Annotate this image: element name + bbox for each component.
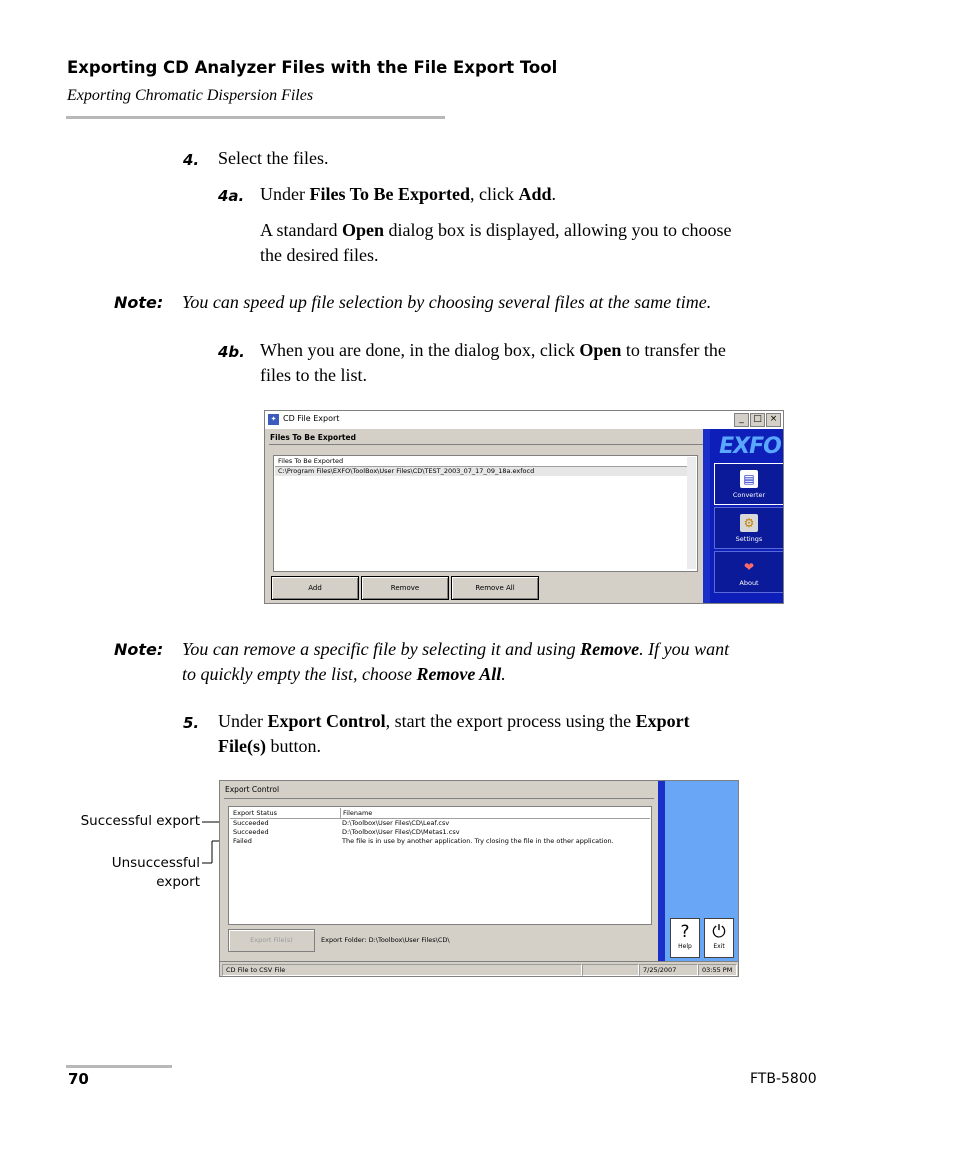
step-4a-text: Under Files To Be Exported, click Add. [260,184,557,204]
help-button[interactable]: ? Help [670,918,700,958]
remove-button[interactable]: Remove [361,576,449,600]
help-icon: ? [680,922,690,942]
export-results-list[interactable] [228,806,652,925]
exfo-logo: EXFO [719,434,781,459]
callout-unsuccessful: Unsuccessful export [111,855,200,890]
files-section-label: Files To Be Exported [270,433,356,442]
exit-button[interactable]: ⏻ Exit [704,918,734,958]
header-rule [66,116,445,119]
step-4a-number: 4a. [218,187,245,205]
note-2-text: You can remove a specific file by selecting it and using Remove. If you want to quickly empty the list, choose Remove All. [182,639,730,684]
minimize-button[interactable]: _ [734,413,749,427]
book-icon: ❤ [743,560,755,574]
side-panel-bar [658,781,665,961]
table-row[interactable]: Failed The file is in use by another application. Try closing the file in the other application. [233,837,614,845]
section-divider [224,798,654,799]
callout-successful: Successful export [80,813,200,829]
close-button[interactable]: × [766,413,781,427]
export-control-label: Export Control [225,785,280,794]
list-item[interactable]: C:\Program Files\EXFO\ToolBox\User Files\CD\TEST_2003_07_17_09_18a.exfocd [275,467,688,476]
section-title: Exporting CD Analyzer Files with the File Export Tool [67,58,558,77]
table-row[interactable]: Succeeded D:\Toolbox\User Files\CD\Leaf.csv [233,819,450,827]
window-title: CD File Export [283,414,340,423]
export-folder-label: Export Folder: D:\Toolbox\User Files\CD\ [321,936,450,944]
cd-file-export-window [264,410,784,604]
step-4b-number: 4b. [218,343,245,361]
converter-button[interactable]: ▤ Converter [714,463,784,505]
settings-button[interactable]: ⚙ Settings [714,507,784,549]
window-titlebar [265,411,783,429]
column-filename[interactable]: Filename [340,808,372,818]
status-time: 03:55 PM [698,964,737,976]
step-4-text: Select the files. [218,148,329,168]
section-subtitle: Exporting Chromatic Dispersion Files [67,87,314,104]
add-button[interactable]: Add [271,576,359,600]
status-date: 7/25/2007 [639,964,698,976]
status-empty [582,964,639,976]
table-row[interactable]: Succeeded D:\Toolbox\User Files\CD\Metas1.csv [233,828,460,836]
step-5-number: 5. [183,714,200,732]
status-bar [220,961,738,977]
scrollbar[interactable] [687,457,696,569]
note-1-label: Note: [114,293,164,312]
footer-rule [66,1065,172,1068]
export-list-header [230,808,650,819]
export-files-button[interactable]: Export File(s) [228,929,315,952]
gear-icon: ⚙ [740,514,758,532]
maximize-button[interactable]: □ [750,413,765,427]
side-panel [703,429,783,603]
step-4a-description: A standard Open dialog box is displayed, allowing you to choose the desired files. [260,220,732,265]
app-icon: ✦ [268,414,279,425]
remove-all-button[interactable]: Remove All [451,576,539,600]
page-number: 70 [68,1070,89,1088]
note-1-text: You can speed up file selection by choosing several files at the same time. [182,292,712,312]
about-button[interactable]: ❤ About [714,551,784,593]
window-controls [734,413,781,427]
product-name: FTB-5800 [750,1071,817,1087]
power-icon: ⏻ [712,922,726,942]
step-4b-text: When you are done, in the dialog box, click Open to transfer the files to the list. [260,340,726,385]
files-list[interactable] [273,455,698,572]
note-2-label: Note: [114,640,164,659]
column-export-status[interactable]: Export Status [233,809,278,817]
step-5-text: Under Export Control, start the export process using the Export File(s) button. [218,711,690,756]
section-divider [269,444,703,445]
status-text: CD File to CSV File [222,964,582,976]
step-4-number: 4. [183,151,200,169]
converter-icon: ▤ [740,470,758,488]
files-list-header[interactable]: Files To Be Exported [275,457,688,467]
export-control-window [219,780,739,977]
